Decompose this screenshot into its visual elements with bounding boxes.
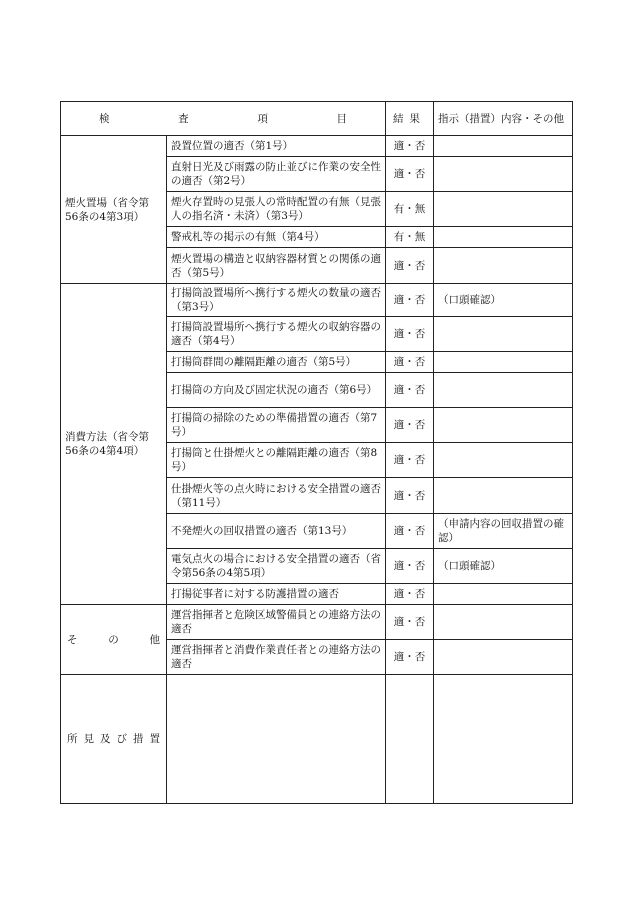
instruction-cell — [434, 352, 573, 373]
item-cell: 打揚筒の方向及び固定状況の適否（第6号） — [167, 373, 386, 408]
result-cell: 適・否 — [386, 157, 434, 192]
instruction-cell — [434, 584, 573, 605]
item-cell: 煙火置場の構造と収納容器材質との関係の適否（第5号） — [167, 248, 386, 284]
item-cell: 打揚筒と仕掛煙火との離隔距離の適否（第8号） — [167, 443, 386, 478]
findings-row — [61, 675, 573, 804]
instruction-cell — [434, 443, 573, 478]
result-cell: 適・否 — [386, 248, 434, 284]
result-cell: 適・否 — [386, 605, 434, 640]
instruction-cell — [434, 157, 573, 192]
result-cell: 適・否 — [386, 478, 434, 514]
instruction-cell — [434, 605, 573, 640]
header-result: 結果 — [386, 102, 434, 136]
item-cell: 打揚筒の掃除のための準備措置の適否（第7号） — [167, 408, 386, 443]
instruction-cell — [434, 317, 573, 352]
item-cell: 運営指揮者と危険区域警備員との連絡方法の適否 — [167, 605, 386, 640]
category-cell: 煙火置場（省令第56条の4第3項） — [61, 136, 167, 284]
instruction-cell: （口頭確認） — [434, 284, 573, 317]
instruction-cell — [434, 478, 573, 514]
table-row — [61, 284, 573, 317]
item-cell: 打揚筒群間の離隔距離の適否（第5号） — [167, 352, 386, 373]
header-row — [61, 102, 573, 136]
item-cell: 不発煙火の回収措置の適否（第13号） — [167, 514, 386, 549]
item-cell: 打揚従事者に対する防護措置の適否 — [167, 584, 386, 605]
result-cell: 適・否 — [386, 549, 434, 584]
findings-text-area[interactable] — [167, 675, 386, 804]
instruction-cell — [434, 408, 573, 443]
item-cell: 設置位置の適否（第1号） — [167, 136, 386, 157]
result-cell: 適・否 — [386, 640, 434, 675]
result-cell: 有・無 — [386, 192, 434, 227]
instruction-cell — [434, 227, 573, 248]
category-cell: 消費方法（省令第56条の4第4項） — [61, 284, 167, 605]
result-cell: 適・否 — [386, 408, 434, 443]
header-item: 検 査 項 目 — [61, 102, 386, 136]
result-cell: 適・否 — [386, 443, 434, 478]
findings-result-area[interactable] — [386, 675, 434, 804]
item-cell: 電気点火の場合における安全措置の適否（省令第56条の4第5項） — [167, 549, 386, 584]
instruction-cell: （申請内容の回収措置の確認） — [434, 514, 573, 549]
table-row — [61, 136, 573, 157]
item-cell: 仕掛煙火等の点火時における安全措置の適否（第11号） — [167, 478, 386, 514]
instruction-cell — [434, 248, 573, 284]
header-instruction: 指示（措置）内容・その他 — [434, 102, 573, 136]
result-cell: 適・否 — [386, 352, 434, 373]
findings-label: 所 見 及 び 措 置 — [61, 675, 167, 804]
result-cell: 適・否 — [386, 514, 434, 549]
item-cell: 直射日光及び雨露の防止並びに作業の安全性の適否（第2号） — [167, 157, 386, 192]
category-cell: そ の 他 — [61, 605, 167, 675]
instruction-cell — [434, 136, 573, 157]
result-cell: 適・否 — [386, 373, 434, 408]
table-row — [61, 605, 573, 640]
item-cell: 打揚筒設置場所へ携行する煙火の数量の適否（第3号） — [167, 284, 386, 317]
findings-instruction-area[interactable] — [434, 675, 573, 804]
result-cell: 有・無 — [386, 227, 434, 248]
item-cell: 警戒札等の掲示の有無（第4号） — [167, 227, 386, 248]
result-cell: 適・否 — [386, 317, 434, 352]
item-cell: 運営指揮者と消費作業責任者との連絡方法の適否 — [167, 640, 386, 675]
result-cell: 適・否 — [386, 284, 434, 317]
item-cell: 煙火存置時の見張人の常時配置の有無（見張人の指名済・未済）（第3号） — [167, 192, 386, 227]
result-cell: 適・否 — [386, 136, 434, 157]
instruction-cell — [434, 192, 573, 227]
inspection-table — [60, 101, 573, 804]
instruction-cell — [434, 640, 573, 675]
item-cell: 打揚筒設置場所へ携行する煙火の収納容器の適否（第4号） — [167, 317, 386, 352]
result-cell: 適・否 — [386, 584, 434, 605]
instruction-cell — [434, 373, 573, 408]
instruction-cell: （口頭確認） — [434, 549, 573, 584]
